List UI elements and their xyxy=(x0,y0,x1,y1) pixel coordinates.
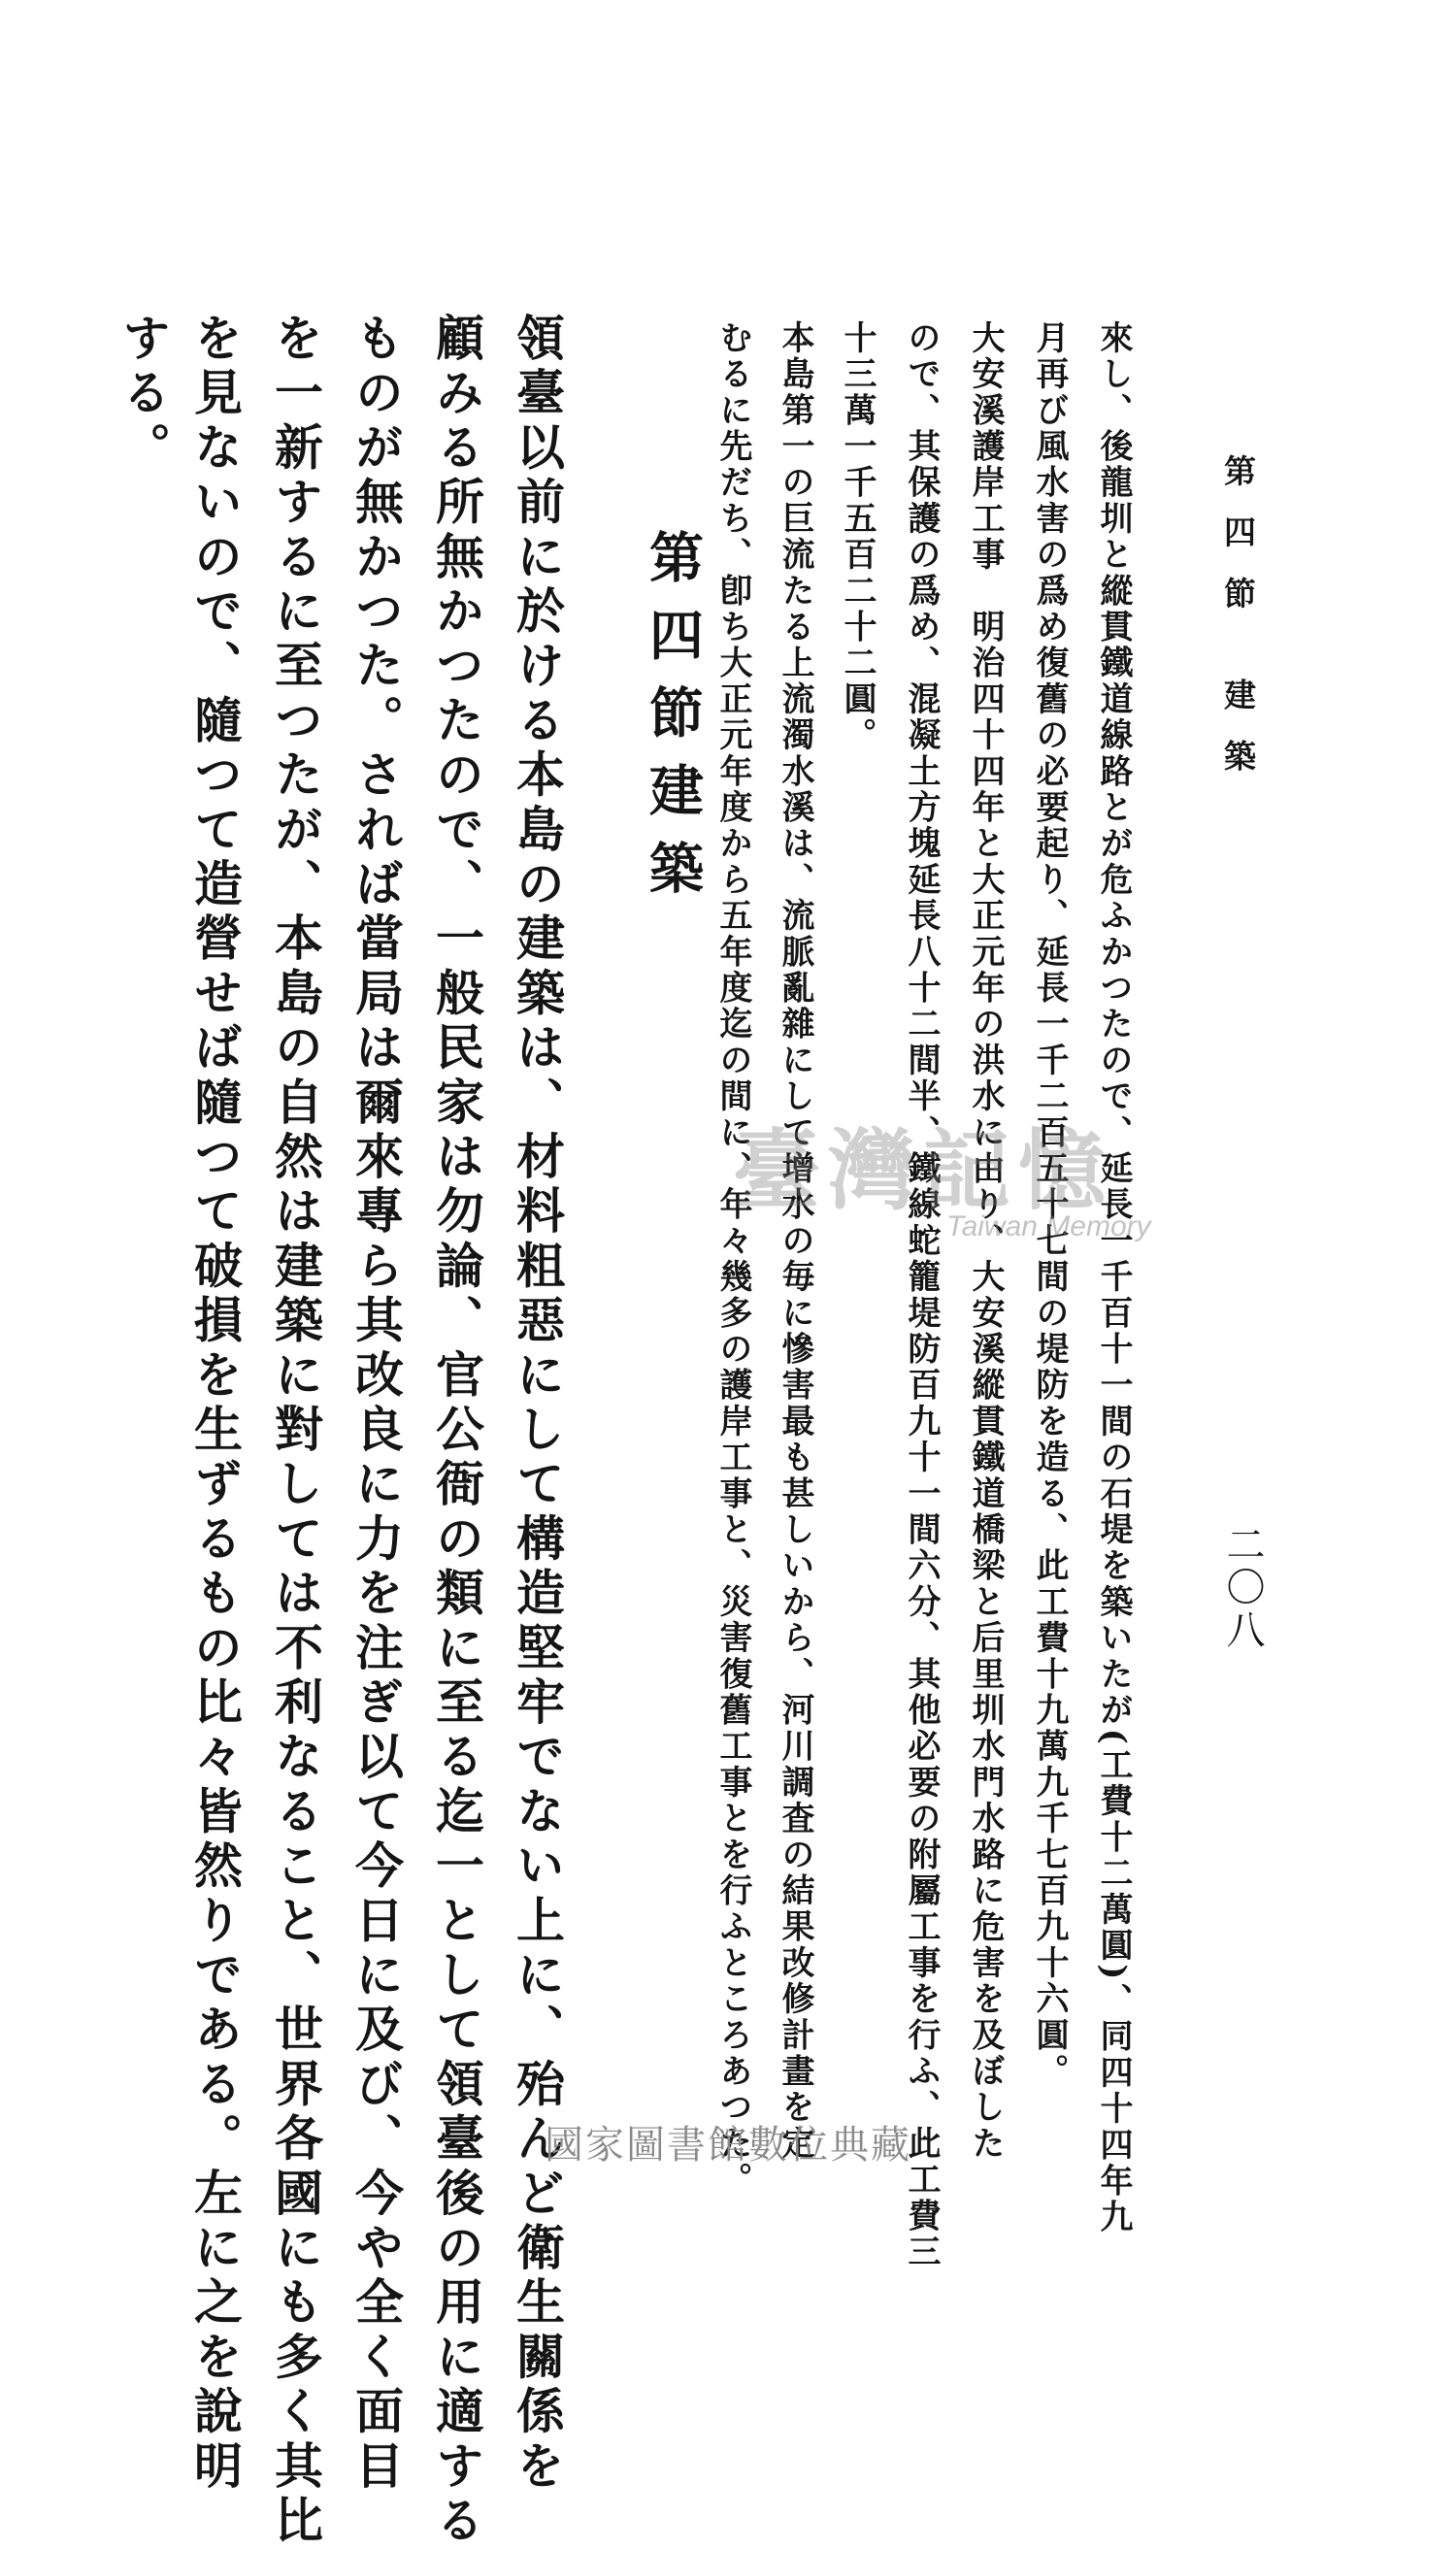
section-title: 建築 xyxy=(641,762,705,917)
watermark-logo: 臺灣記憶 xyxy=(733,1119,1113,1222)
body-text-line-4: を一新するに至つたが、本島の自然は建築に對しては不利なること、世界各國にも多く其比 xyxy=(267,313,324,2549)
body-text-line-2: 顧みる所無かつたので、一般民家は勿論、官公衙の類に至る迄一として領臺後の用に適する xyxy=(428,313,485,2549)
section-heading xyxy=(641,529,773,917)
running-header: 第四節 建築 xyxy=(1219,454,1257,801)
page-number: 二〇八 xyxy=(1220,1524,1265,1652)
body-text-line-5: を見ないので、隨つて造營せば隨つて破損を生ずるもの比々皆然りである。左に之を說明 xyxy=(186,313,244,2495)
footer-credit: 國家圖書館數位典藏 xyxy=(545,2123,911,2168)
upper-text-line-5: 十三萬一千五百二十二圓。 xyxy=(838,320,877,754)
upper-text-line-2: 月再び風水害の爲め復舊の必要起り、延長一千二百五十七間の堤防を造る、此工費十九萬九千七百九十六圓。 xyxy=(1030,320,1069,2090)
body-text-line-6: する。 xyxy=(115,313,172,477)
upper-text-line-3: 大安溪護岸工事 明治四十四年と大正元年の洪水に由り、大安溪縱貫鐵道橋梁と后里圳水門水路に危害を及ぼした xyxy=(966,320,1005,2163)
upper-text-line-7: むるに先だち、卽ち大正元年度から五年度迄の間に、年々幾多の護岸工事と、災害復舊工事とを行ふところあつた。 xyxy=(713,320,752,2199)
upper-text-line-6: 本島第一の巨流たる上流濁水溪は、流脈亂雜にして增水の毎に慘害最も甚しいから、河川調査の結果改修計畫を定 xyxy=(776,320,814,2163)
section-number: 第四節 xyxy=(641,529,705,762)
watermark-subtext: Taiwan Memory xyxy=(946,1210,1151,1242)
body-text-line-3: ものが無かつた。されば當局は爾來專ら其改良に力を注ぎ以て今日に及び、今や全く面目 xyxy=(347,313,405,2495)
upper-text-line-4: ので、其保護の爲め、混凝土方塊延長八十二間半、鐵線蛇籠堤防百九十一間六分、其他必要の附屬工事を行ふ、此工費三 xyxy=(902,320,941,2270)
body-text-line-1: 領臺以前に於ける本島の建築は、材料粗惡にして構造堅牢でない上に、殆んど衛生關係を xyxy=(509,313,566,2495)
upper-text-line-1: 來し、後龍圳と縱貫鐵道線路とが危ふかつたので、延長一千百十一間の石堤を築いたが(工費十二萬圓)、同四十四年九 xyxy=(1094,320,1133,2235)
